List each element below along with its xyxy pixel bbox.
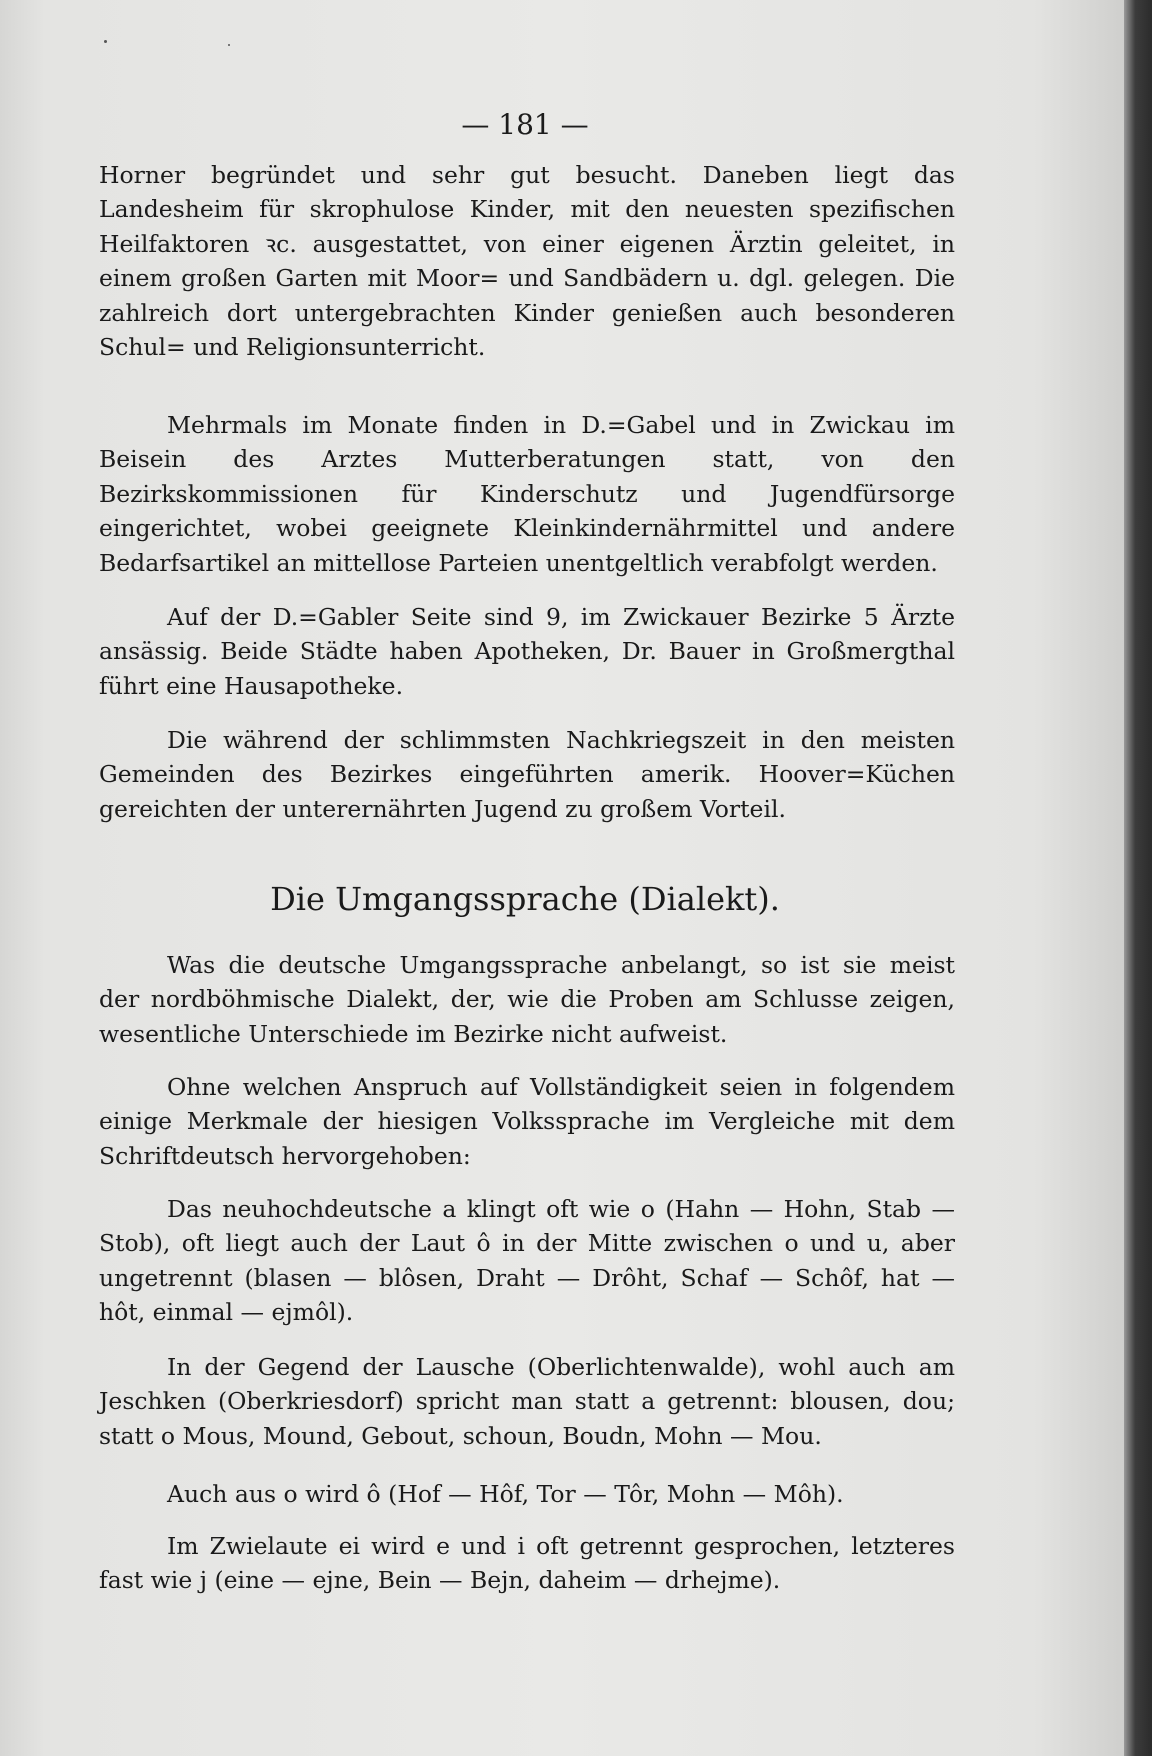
paragraph-aerzte: Auf der D.=Gabler Seite sind 9, im Zwickauer Bezirke 5 Ärzte ansässig. Beide Städte haben Apotheken, Dr. Bauer in Großmergthal führt eine Hausapotheke. xyxy=(99,603,955,700)
paragraph-merkmale: Ohne welchen Anspruch auf Vollständigkeit seien in folgendem einige Merkmale der hiesigen Volkssprache im Vergleiche mit dem Schriftdeutsch hervorgehoben: xyxy=(99,1073,955,1170)
paragraph-continuation: Horner begründet und sehr gut besucht. Daneben liegt das Landesheim für skrophulose Kinder, mit den neuesten spezifischen Heilfaktoren ꝛc. ausgestattet, von einer eigenen Ärztin geleitet, in einem großen Garten mit Moor= und Sandbädern u. dgl. gelegen. Die zahlreich dort untergebrachten Kinder genießen auch besonderen Schul= und Religionsunterricht. xyxy=(99,161,955,362)
page-number: — 181 — xyxy=(461,108,589,141)
book-binding-edge xyxy=(1124,0,1152,1756)
paragraph-lausche: In der Gegend der Lausche (Oberlichtenwalde), wohl auch am Jeschken (Oberkriesdorf) spricht man statt a getrennt: blousen, dou; statt o Mous, Mound, Gebout, schoun, Boudn, Mohn — Mou. xyxy=(99,1353,955,1450)
paper-speck xyxy=(104,40,107,43)
paragraph-laut-a: Das neuhochdeutsche a klingt oft wie o (Hahn — Hohn, Stab — Stob), oft liegt auch der Laut ô in der Mitte zwischen o und u, aber ungetrennt (blasen — blôsen, Draht — Drôht, Schaf — Schôf, hat — hôt, einmal — ejmôl). xyxy=(99,1195,955,1327)
paragraph-umgangssprache: Was die deutsche Umgangssprache anbelangt, so ist sie meist der nordböhmische Dialekt, der, wie die Proben am Schlusse zeigen, wesentliche Unterschiede im Bezirke nicht aufweist. xyxy=(99,951,955,1048)
paragraph-zwielaut: Im Zwielaute ei wird e und i oft getrennt gesprochen, letzteres fast wie j (eine — ejne, Bein — Bejn, daheim — drhejme). xyxy=(99,1532,955,1595)
paragraph-hoover-kuechen: Die während der schlimmsten Nachkriegszeit in den meisten Gemeinden des Bezirkes eingeführten amerik. Hoover=Küchen gereichten der unterernährten Jugend zu großem Vorteil. xyxy=(99,726,955,823)
paper-speck xyxy=(228,44,230,46)
paragraph-mutterberatungen: Mehrmals im Monate finden in D.=Gabel und in Zwickau im Beisein des Arztes Mutterberatungen statt, von den Bezirkskommissionen für Kinderschutz und Jugendfürsorge eingerichtet, wobei geeignete Kleinkindernährmittel und andere Bedarfsartikel an mittellose Parteien unentgeltlich verabfolgt werden. xyxy=(99,411,955,577)
paragraph-laut-o: Auch aus o wird ô (Hof — Hôf, Tor — Tôr, Mohn — Môh). xyxy=(167,1480,844,1508)
section-heading: Die Umgangssprache (Dialekt). xyxy=(270,880,780,918)
